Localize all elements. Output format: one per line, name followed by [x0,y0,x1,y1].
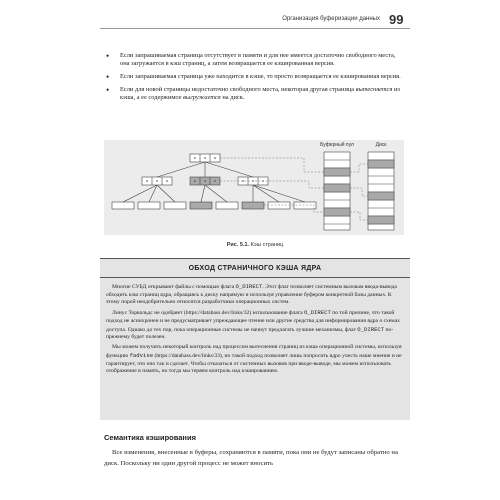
emphasis-flushed: выгружается [183,94,221,101]
sidebar-paragraph: Линус Торвальдс не одобряет (https://databass.dev/links/32) использование флага O_DIRECT по той причине, что такой подход не асинхронен и не предусматривает упреждающее чтение или другие средства для информирования ядра о схемах доступа. Однако до тех пор, пока операционные системы не начнут предлагать лучшие механизмы, флаг O_DIRECT по-прежнему будет полезен. [106,309,400,341]
tree-leaf-node [164,202,186,209]
tree-leaf-node-cached [242,202,264,209]
section-paragraph: Все изменения, внесенные в буферы, сохраняются в памяти, пока они не будут записаны обратно на диск. Поскольку ни один другой процесс не может вносить [104,449,398,467]
bullet-text: Если запрашиваемая страница уже находится в кэше, то просто возвращается ее кэшированная версия. [120,73,401,80]
bullet-text: из кэша, а ее содержимое [120,86,400,101]
bullet-text: на диск. [220,94,245,101]
sidebar-title: ОБХОД СТРАНИЧНОГО КЭША ЯДРА [188,265,322,272]
page-cache-figure [104,140,404,235]
tree-leaf-node [216,202,238,209]
sidebar-body [106,283,404,378]
sidebar-paragraph: Многие СУБД открывают файлы с помощью флага O_DIRECT. Этот флаг позволяет системным вызовам ввода-вывода обходить кэш страниц ядра, обращаясь к диску напрямую и используя управление буфером конкретной базы данных. К этому порой неодобрительно относятся разработчики операционных систем. [106,283,397,306]
tree-leaf-node-cached [190,202,212,209]
emphasis-evicted: вытесняется [355,86,393,93]
tree-leaf-node [138,202,160,209]
bullet-list [104,52,404,107]
bullet-dot-icon: • [106,72,110,82]
bullet-item [104,52,404,68]
bullet-text: Если запрашиваемая страница отсутствует в памяти и для нее имеется достаточно свободного места, она загружается в кэш страниц, а затем возвращается ее кэшированная версия. [120,52,396,67]
buffer-pool-stack [324,152,350,230]
tree-leaf-node [268,202,290,209]
bullet-item [104,86,404,102]
sidebar-paragraph: Мы можем получить некоторый контроль над процессом вытеснения страниц из кэша операционной системы, используя функцию fadvise (https://databass.dev/links/33), но такой подход позволяет лишь попросить ядро учесть наше мнение и не гарантирует, что оно так и сделает. Чтобы отказаться от системных вызовов при вводе-выводе, мы можем использовать отображение в память, но тогда мы теряем контроль над кэшированием. [106,344,402,375]
bullet-dot-icon: • [106,85,110,95]
tree-leaf-node [112,202,134,209]
bullet-dot-icon: • [106,51,110,61]
header-rule [100,28,410,29]
sidebar-top-rule [100,258,410,259]
sidebar-title-rule [100,277,410,278]
page-number: 99 [389,12,404,27]
figure-caption-text: Кэш страниц [250,242,284,248]
sidebar-box [100,258,410,420]
running-header [0,14,500,28]
bullet-text: Если для новой страницы недостаточно свободного места, некоторая другая страница [120,86,356,93]
disk-stack [368,152,394,230]
section-body [104,447,404,469]
figure-caption [100,242,410,248]
bullet-item [104,73,404,81]
running-header-title: Организация буферизации данных [282,16,380,22]
tree-leaf-node [294,202,316,209]
page-cache-diagram [104,140,404,235]
disk-label: Диск [375,142,387,148]
section-title: Семантика кэширования [104,433,196,442]
figure-caption-label: Рис. 5.1. [226,242,250,248]
buffer-pool-label: Буферный пул [320,142,354,148]
